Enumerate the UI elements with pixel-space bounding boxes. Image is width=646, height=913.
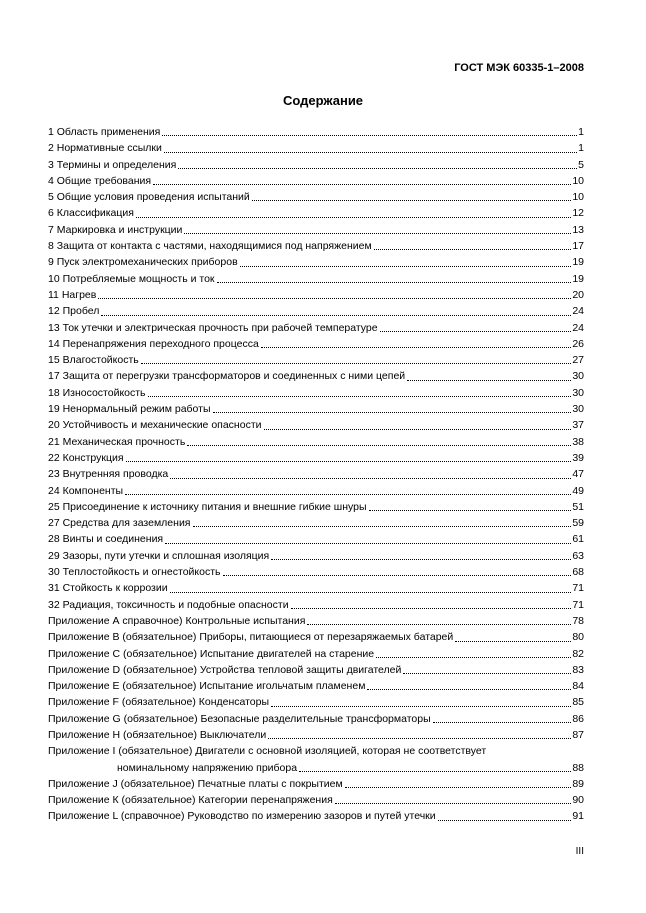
dot-leader	[271, 559, 571, 560]
toc-entry-label: 8 Защита от контакта с частями, находящимися под напряжением	[48, 240, 372, 253]
dot-leader	[268, 738, 571, 739]
dot-leader	[170, 478, 571, 479]
dot-leader	[433, 722, 572, 723]
toc-entry-label: 11 Нагрев	[48, 288, 97, 301]
toc-entry-label: 28 Винты и соединения	[48, 533, 164, 546]
toc-entry-page: 83	[572, 663, 584, 676]
toc-entry-label: 14 Перенапряжения переходного процесса	[48, 337, 259, 350]
dot-leader	[141, 363, 572, 364]
toc-entry-page: 78	[572, 614, 584, 627]
toc-entry-label: Приложение А справочное) Контрольные испытания	[48, 614, 306, 627]
toc-entry[interactable]	[48, 450, 584, 466]
toc-entry-page: 47	[572, 468, 584, 481]
toc-entry[interactable]	[48, 564, 584, 580]
toc-entry-label: Приложение Н (обязательное) Выключатели	[48, 728, 267, 741]
toc-entry[interactable]	[48, 417, 584, 433]
toc-entry[interactable]	[48, 711, 584, 727]
toc-entry-label: 12 Пробел	[48, 305, 100, 318]
toc-entry-page: 82	[572, 647, 584, 660]
toc-entry-label: 31 Стойкость к коррозии	[48, 582, 168, 595]
toc-entry[interactable]	[48, 352, 584, 368]
toc-entry[interactable]	[48, 368, 584, 384]
toc-entry[interactable]	[48, 499, 584, 515]
toc-entry-label: Приложение В (обязательное) Приборы, питающиеся от перезаряжаемых батарей	[48, 631, 454, 644]
toc-entry-label: 30 Теплостойкость и огнестойкость	[48, 566, 221, 579]
dot-leader	[307, 624, 571, 625]
toc-entry-label: 17 Защита от перегрузки трансформаторов и соединенных с ними цепей	[48, 370, 406, 383]
toc-entry-page: 20	[572, 288, 584, 301]
toc-entry-page: 61	[572, 533, 584, 546]
toc-entry[interactable]	[48, 271, 584, 287]
toc-entry-page: 84	[572, 680, 584, 693]
dot-leader	[164, 152, 577, 153]
toc-entry-label: 32 Радиация, токсичность и подобные опасности	[48, 598, 289, 611]
toc-entry[interactable]	[48, 320, 584, 336]
dot-leader	[184, 233, 571, 234]
document-header: ГОСТ МЭК 60335-1–2008	[454, 62, 584, 74]
toc-entry-label: Приложение К (обязательное) Категории перенапряжения	[48, 794, 333, 807]
toc-entry[interactable]	[48, 124, 584, 140]
dot-leader	[101, 315, 571, 316]
toc-entry-page: 91	[572, 810, 584, 823]
toc-entry-label: Приложение Е (обязательное) Испытание игольчатым пламенем	[48, 680, 366, 693]
toc-entry[interactable]	[48, 808, 584, 824]
toc-entry[interactable]	[48, 646, 584, 662]
toc-entry-page: 38	[572, 435, 584, 448]
toc-entry-label: 25 Присоединение к источнику питания и внешние гибкие шнуры	[48, 500, 367, 513]
toc-entry-page: 87	[572, 728, 584, 741]
toc-entry-label: 10 Потребляемые мощность и ток	[48, 272, 215, 285]
toc-entry[interactable]	[48, 580, 584, 596]
dot-leader	[291, 608, 572, 609]
toc-entry-page: 80	[572, 631, 584, 644]
dot-leader	[380, 331, 572, 332]
toc-entry-label: 6 Классификация	[48, 207, 134, 220]
toc-entry-page: 17	[572, 240, 584, 253]
toc-entry-label: 24 Компоненты	[48, 484, 124, 497]
toc-entry[interactable]	[48, 743, 584, 759]
toc-entry-label: 4 Общие требования	[48, 174, 152, 187]
dot-leader	[165, 543, 571, 544]
toc-entry[interactable]	[48, 401, 584, 417]
dot-leader	[407, 380, 571, 381]
toc-entry-page: 59	[572, 517, 584, 530]
toc-entry[interactable]	[48, 205, 584, 221]
dot-leader	[217, 282, 572, 283]
toc-entry-page: 39	[572, 451, 584, 464]
toc-entry[interactable]	[48, 597, 584, 613]
dot-leader	[98, 298, 571, 299]
toc-entry-label: 22 Конструкция	[48, 451, 124, 464]
dot-leader	[126, 461, 572, 462]
toc-entry-page: 49	[572, 484, 584, 497]
toc-entry-page: 71	[572, 582, 584, 595]
toc-entry[interactable]	[48, 303, 584, 319]
toc-entry[interactable]	[48, 792, 584, 808]
toc-entry-page: 10	[572, 174, 584, 187]
toc-entry-label: 3 Термины и определения	[48, 158, 177, 171]
toc-entry[interactable]	[48, 694, 584, 710]
table-of-contents	[48, 124, 584, 825]
dot-leader	[438, 820, 572, 821]
toc-entry[interactable]	[48, 385, 584, 401]
dot-leader	[213, 412, 572, 413]
toc-entry-label: 5 Общие условия проведения испытаний	[48, 191, 250, 204]
dot-leader	[162, 135, 577, 136]
toc-entry-page: 27	[572, 354, 584, 367]
toc-entry[interactable]	[48, 140, 584, 156]
toc-entry-page: 1	[578, 142, 584, 155]
dot-leader	[136, 217, 571, 218]
toc-entry-label: 1 Область применения	[48, 126, 161, 138]
toc-entry-page: 37	[572, 419, 584, 432]
toc-entry-page: 26	[572, 337, 584, 350]
toc-entry-page: 13	[572, 223, 584, 236]
toc-entry[interactable]	[48, 287, 584, 303]
toc-entry-page: 12	[572, 207, 584, 220]
toc-entry-page: 19	[572, 256, 584, 269]
toc-entry[interactable]	[48, 189, 584, 205]
toc-entry[interactable]	[48, 157, 584, 173]
toc-entry-label: 13 Ток утечки и электрическая прочность при рабочей температуре	[48, 321, 378, 334]
dot-leader	[178, 168, 577, 169]
toc-entry-page: 86	[572, 712, 584, 725]
dot-leader	[252, 200, 572, 201]
toc-entry-page: 30	[572, 386, 584, 399]
dot-leader	[403, 673, 571, 674]
toc-entry[interactable]	[48, 678, 584, 694]
toc-entry[interactable]	[48, 760, 584, 776]
toc-entry-page: 89	[572, 777, 584, 790]
toc-entry-page: 88	[572, 761, 584, 774]
toc-entry[interactable]	[48, 238, 584, 254]
page-title: Содержание	[282, 93, 364, 108]
toc-entry-page: 85	[572, 696, 584, 709]
toc-entry[interactable]	[48, 727, 584, 743]
toc-entry[interactable]	[48, 662, 584, 678]
toc-entry-label: 19 Ненормальный режим работы	[48, 403, 211, 416]
toc-entry-page: 24	[572, 321, 584, 334]
dot-leader	[240, 266, 572, 267]
toc-entry-label: 20 Устойчивость и механические опасности	[48, 419, 262, 432]
toc-entry-label: 29 Зазоры, пути утечки и сплошная изоляция	[48, 549, 270, 562]
page-number: III	[575, 846, 584, 857]
toc-entry[interactable]	[48, 222, 584, 238]
toc-entry-label: Приложение F (обязательное) Конденсаторы	[48, 696, 270, 709]
dot-leader	[271, 706, 571, 707]
toc-entry[interactable]	[48, 173, 584, 189]
dot-leader	[374, 249, 572, 250]
toc-entry-page: 24	[572, 305, 584, 318]
toc-entry[interactable]	[48, 336, 584, 352]
toc-entry-page: 30	[572, 403, 584, 416]
dot-leader	[125, 494, 571, 495]
toc-entry[interactable]	[48, 434, 584, 450]
toc-entry-label: 7 Маркировка и инструкции	[48, 223, 183, 236]
dot-leader	[193, 526, 572, 527]
toc-entry[interactable]	[48, 254, 584, 270]
toc-entry[interactable]	[48, 776, 584, 792]
dot-leader	[369, 510, 572, 511]
toc-entry[interactable]	[48, 548, 584, 564]
toc-entry-page: 71	[572, 598, 584, 611]
toc-entry[interactable]	[48, 531, 584, 547]
toc-entry[interactable]	[48, 629, 584, 645]
dot-leader	[376, 657, 571, 658]
toc-entry-label: Приложение L (справочное) Руководство по измерению зазоров и путей утечки	[48, 810, 436, 823]
toc-entry-page: 68	[572, 566, 584, 579]
toc-entry-page: 5	[578, 158, 584, 171]
toc-entry-page: 1	[578, 126, 584, 138]
toc-entry-page: 19	[572, 272, 584, 285]
dot-leader	[261, 347, 572, 348]
dot-leader	[264, 429, 572, 430]
toc-entry-page: 51	[572, 500, 584, 513]
toc-entry-label: 18 Износостойкость	[48, 386, 146, 399]
toc-entry-label: 23 Внутренняя проводка	[48, 468, 169, 481]
dot-leader	[170, 592, 572, 593]
dot-leader	[223, 575, 572, 576]
toc-entry-page: 10	[572, 191, 584, 204]
dot-leader	[367, 689, 571, 690]
toc-entry[interactable]	[48, 613, 584, 629]
dot-leader	[345, 787, 572, 788]
toc-entry-label: 21 Механическая прочность	[48, 435, 186, 448]
toc-entry-label: 27 Средства для заземления	[48, 517, 191, 530]
dot-leader	[335, 803, 572, 804]
toc-entry-label: Приложение G (обязательное) Безопасные разделительные трансформаторы	[48, 712, 431, 725]
toc-entry[interactable]	[48, 483, 584, 499]
toc-entry-page: 30	[572, 370, 584, 383]
dot-leader	[153, 184, 571, 185]
toc-entry-label: номинальному напряжению прибора	[117, 761, 298, 774]
toc-entry-page: 90	[572, 794, 584, 807]
toc-entry-label: 9 Пуск электромеханических приборов	[48, 256, 238, 269]
toc-entry-label: Приложение J (обязательное) Печатные платы с покрытием	[48, 777, 343, 790]
toc-entry-page: 63	[572, 549, 584, 562]
dot-leader	[148, 396, 572, 397]
toc-entry-label: 15 Влагостойкость	[48, 354, 139, 367]
toc-entry-label: Приложение I (обязательное) Двигатели с основной изоляцией, которая не соответствует	[48, 745, 487, 758]
dot-leader	[187, 445, 571, 446]
dot-leader	[299, 771, 571, 772]
toc-entry-label: 2 Нормативные ссылки	[48, 142, 162, 155]
toc-entry-label: Приложение D (обязательное) Устройства тепловой защиты двигателей	[48, 663, 402, 676]
toc-entry-label: Приложение С (обязательное) Испытание двигателей на старение	[48, 647, 375, 660]
dot-leader	[455, 641, 571, 642]
toc-entry[interactable]	[48, 466, 584, 482]
toc-entry[interactable]	[48, 515, 584, 531]
